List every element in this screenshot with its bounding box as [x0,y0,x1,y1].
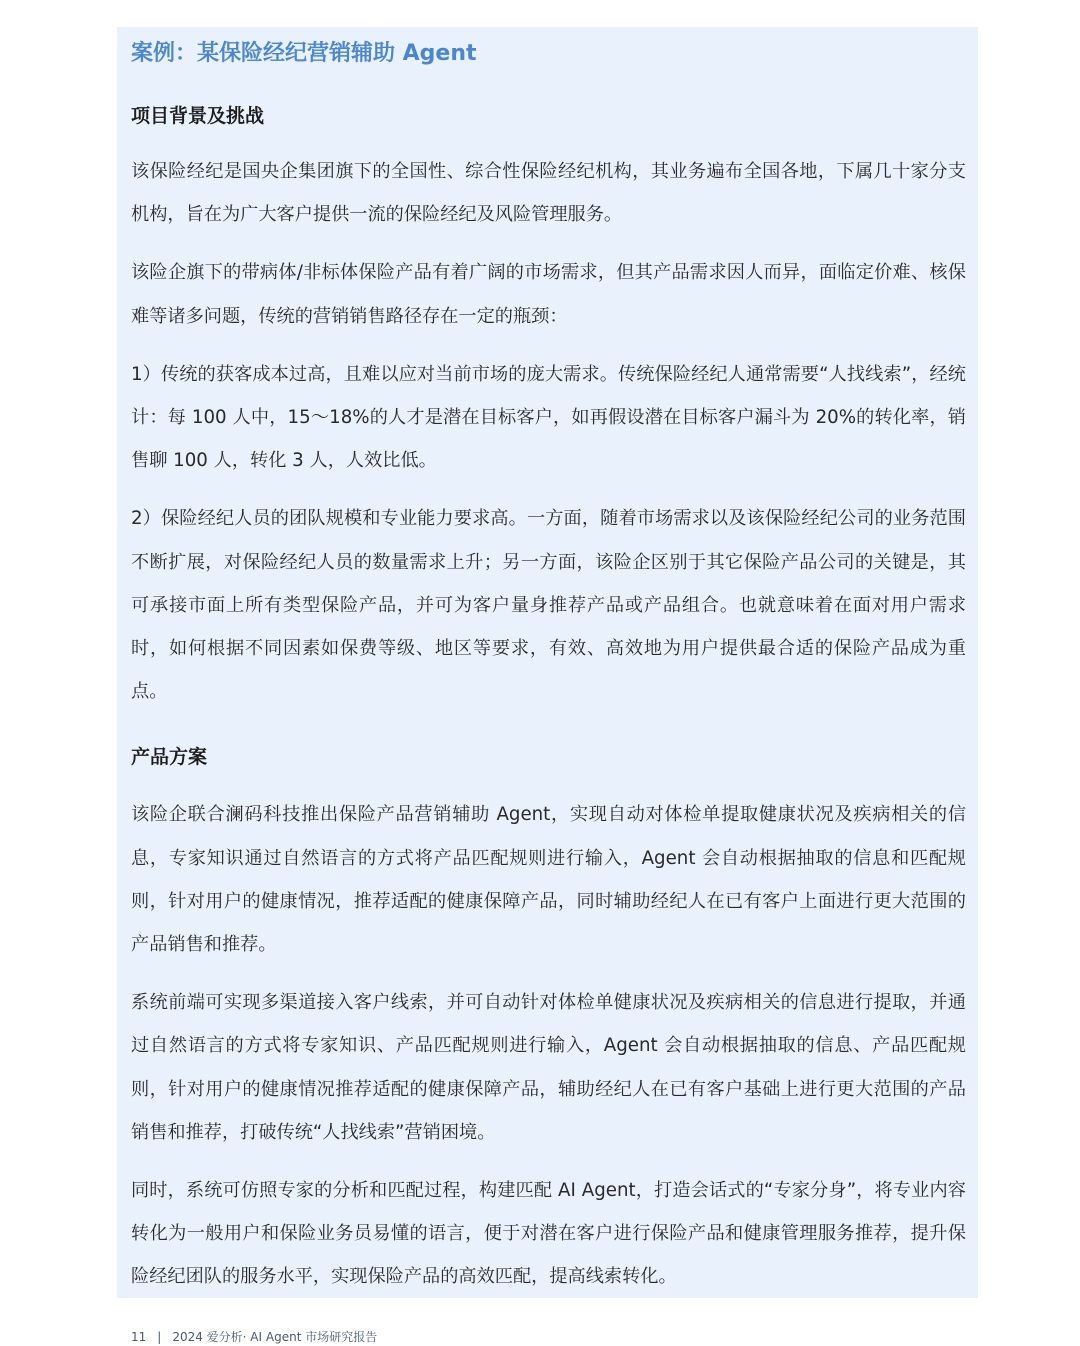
case-study-box [117,27,978,1298]
page-number: 11 [131,1330,147,1344]
case-title: 案例：某保险经纪营销辅助 Agent [131,41,477,66]
page-footer [131,1328,377,1346]
paragraph: 该保险经纪是国央企集团旗下的全国性、综合性保险经纪机构，其业务遍布全国各地，下属几十家分支机构，旨在为广大客户提供一流的保险经纪及风险管理服务。 [131,161,966,226]
paragraph: 该险企旗下的带病体/非标体保险产品有着广阔的市场需求，但其产品需求因人而异，面临定价难、核保难等诸多问题，传统的营销销售路径存在一定的瓶颈： [131,262,966,327]
paragraph: 该险企联合澜码科技推出保险产品营销辅助 Agent，实现自动对体检单提取健康状况及疾病相关的信息，专家知识通过自然语言的方式将产品匹配规则进行输入，Agent 会自动根据抽取的信息和匹配规则，针对用户的健康情况，推荐适配的健康保障产品，同时辅助经纪人在已有客户上面进行更大范围的产品销售和推荐。 [131,804,966,956]
section-heading-solution: 产品方案 [131,746,208,769]
paragraph: 1）传统的获客成本过高，且难以应对当前市场的庞大需求。传统保险经纪人通常需要“人找线索”，经统计：每 100 人中，15～18%的人才是潜在目标客户，如再假设潜在目标客户漏斗为 20%的转化率，销售聊 100 人，转化 3 人，人效比低。 [131,363,966,472]
section-heading-background: 项目背景及挑战 [131,105,265,127]
paragraph: 同时，系统可仿照专家的分析和匹配过程，构建匹配 AI Agent，打造会话式的“专家分身”，将专业内容转化为一般用户和保险业务员易懂的语言，便于对潜在客户进行保险产品和健康管理服务推荐，提升保险经纪团队的服务水平，实现保险产品的高效匹配，提高线索转化。 [131,1180,966,1288]
report-title: 2024 爱分析· AI Agent 市场研究报告 [172,1330,378,1344]
footer-separator: | [157,1330,162,1344]
paragraph: 2）保险经纪人员的团队规模和专业能力要求高。一方面，随着市场需求以及该保险经纪公司的业务范围不断扩展，对保险经纪人员的数量需求上升；另一方面，该险企区别于其它保险产品公司的关键是，其可承接市面上所有类型保险产品，并可为客户量身推荐产品或产品组合。也就意味着在面对用户需求时，如何根据不同因素如保费等级、地区等要求，有效、高效地为用户提供最合适的保险产品成为重点。 [131,508,966,703]
paragraph: 系统前端可实现多渠道接入客户线索，并可自动针对体检单健康状况及疾病相关的信息进行提取，并通过自然语言的方式将专家知识、产品匹配规则进行输入，Agent 会自动根据抽取的信息、产品匹配规则，针对用户的健康情况推荐适配的健康保障产品，辅助经纪人在已有客户基础上进行更大范围的产品销售和推荐，打破传统“人找线索”营销困境。 [131,992,966,1143]
